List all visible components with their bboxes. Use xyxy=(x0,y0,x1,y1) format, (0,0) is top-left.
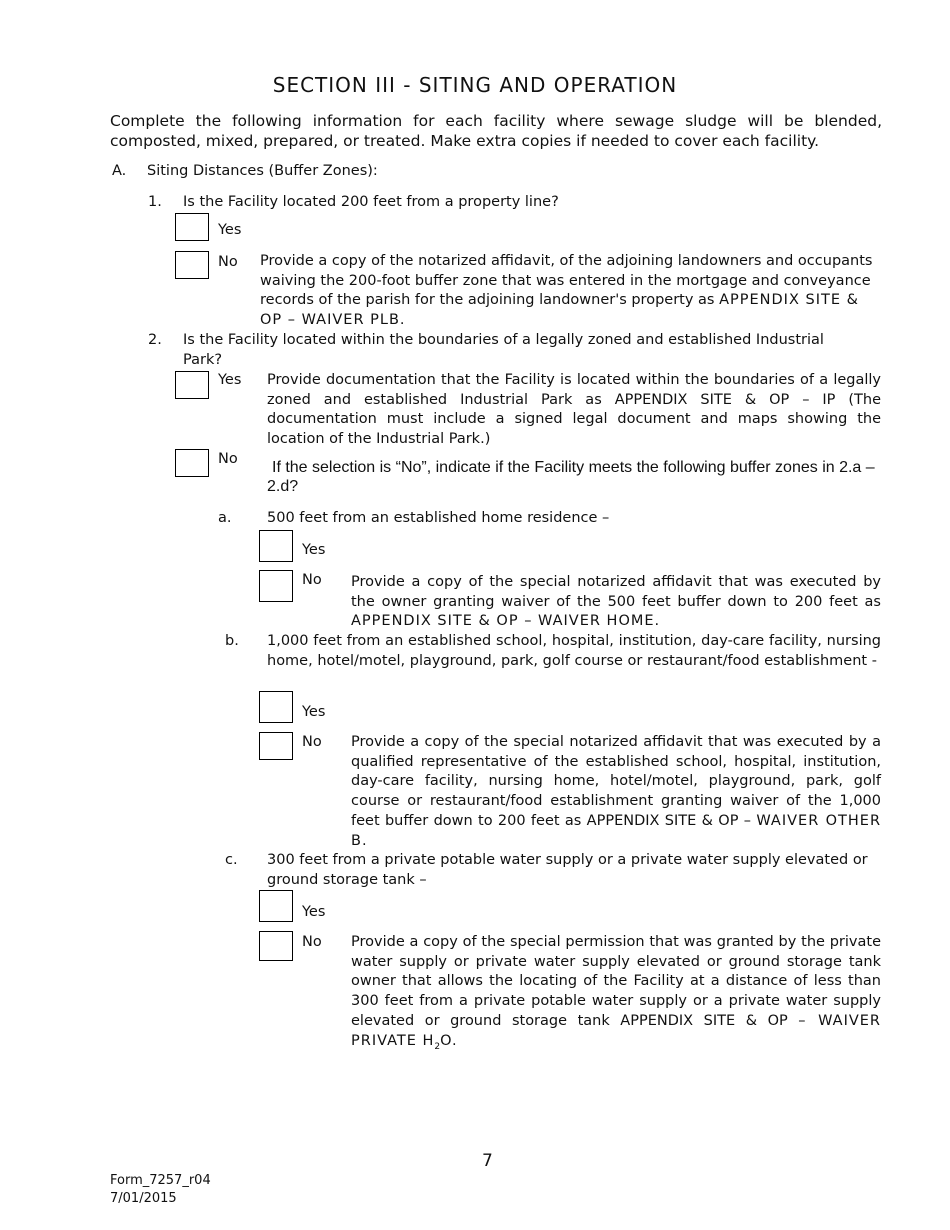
q1-number: 1. xyxy=(148,194,162,210)
sub-b-no-appendix: WAIVER OTHER B. xyxy=(351,812,882,849)
q2-yes-checkbox[interactable] xyxy=(175,371,209,399)
form-date: 7/01/2015 xyxy=(110,1191,177,1206)
part-a-label: A. xyxy=(112,163,127,179)
sub-c-no-checkbox[interactable] xyxy=(259,931,293,961)
page-number: 7 xyxy=(482,1151,493,1171)
sub-c-no-text: Provide a copy of the special permission that was granted by the private water supply or private water supply elevated or ground storage tank owner that allows the locating of the Facility at a distance of less than 300 feet from a private potable water supply or a private water supply elevated or ground storage tank APPENDIX SITE & OP xyxy=(351,934,881,1029)
q2-yes-instructions: Provide documentation that the Facility is located within the boundaries of a legally zoned and established Industrial Park as APPENDIX SITE & OP – IP (The documentation must include a signed legal document and maps showing the location of the Industrial Park.) xyxy=(267,372,881,448)
sub-c-yes-checkbox[interactable] xyxy=(259,890,293,922)
intro-text: Complete the following information for each facility where sewage sludge will be blended, composted, mixed, prepared, or treated. Make extra copies if needed to cover each facility. xyxy=(110,112,882,150)
sub-c-no-label: No xyxy=(302,934,322,950)
sub-b-no-text: Provide a copy of the special notarized affidavit that was executed by a qualified representative of the established school, hospital, institution, day-care facility, nursing home, hotel/motel, playground, park, golf course or restaurant/food establishment granting waiver of the 1,000 feet buffer down to 200 feet as APPENDIX SITE & OP – xyxy=(351,734,881,829)
section-title: SECTION III - SITING AND OPERATION xyxy=(272,73,678,97)
sub-a-no-appendix: APPENDIX SITE & OP – WAIVER HOME. xyxy=(351,613,661,630)
q1-yes-checkbox[interactable] xyxy=(175,213,209,241)
sub-a-label: a. xyxy=(218,510,232,526)
q2-no-instructions: If the selection is “No”, indicate if the Facility meets the following buffer zones in 2.a – 2.d? xyxy=(267,459,875,495)
q1-no-appendix: APPENDIX SITE & OP – WAIVER PLB. xyxy=(260,292,859,329)
sub-b-no-label: No xyxy=(302,734,322,750)
q2-no-label: No xyxy=(218,451,238,467)
q2-yes-label: Yes xyxy=(218,372,242,388)
q2-text: Is the Facility located within the boundaries of a legally zoned and established Industrial Park? xyxy=(183,332,824,368)
part-a-text: Siting Distances (Buffer Zones): xyxy=(147,163,378,179)
sub-b-yes-label: Yes xyxy=(302,704,326,720)
sub-a-yes-checkbox[interactable] xyxy=(259,530,293,562)
sub-a-no-label: No xyxy=(302,572,322,588)
sub-b-label: b. xyxy=(225,633,239,649)
sub-b-no-instructions xyxy=(351,733,881,851)
sub-a-no-instructions xyxy=(351,573,881,632)
q1-yes-label: Yes xyxy=(218,222,242,238)
q1-no-checkbox[interactable] xyxy=(175,251,209,279)
q2-no-checkbox[interactable] xyxy=(175,449,209,477)
form-number: Form_7257_r04 xyxy=(110,1173,211,1188)
sub-b-yes-checkbox[interactable] xyxy=(259,691,293,723)
sub-a-text: 500 feet from an established home residence – xyxy=(267,510,610,526)
sub-c-text: 300 feet from a private potable water supply or a private water supply elevated or ground storage tank – xyxy=(267,852,868,888)
sub-a-no-text: Provide a copy of the special notarized affidavit that was executed by the owner granting waiver of the 500 feet buffer down to 200 feet as xyxy=(351,574,881,610)
sub-a-no-checkbox[interactable] xyxy=(259,570,293,602)
sub-c-yes-label: Yes xyxy=(302,904,326,920)
q1-text: Is the Facility located 200 feet from a property line? xyxy=(183,194,559,210)
sub-b-no-checkbox[interactable] xyxy=(259,732,293,760)
q2-number: 2. xyxy=(148,332,162,348)
sub-c-no-appendix: – WAIVER PRIVATE $H_2O$. xyxy=(351,1012,881,1052)
sub-c-label: c. xyxy=(225,852,238,868)
sub-c-no-instructions xyxy=(351,933,881,1057)
q1-no-text: Provide a copy of the notarized affidavit, of the adjoining landowners and occupants waiving the 200-foot buffer zone that was entered in the mortgage and conveyance records of the parish for the adjoining landowner's property as xyxy=(260,253,873,309)
q1-no-instructions xyxy=(260,252,876,331)
sub-b-text: 1,000 feet from an established school, hospital, institution, day-care facility, nursing home, hotel/motel, playground, park, golf course or restaurant/food establishment - xyxy=(267,633,881,669)
q1-no-label: No xyxy=(218,254,238,270)
sub-a-yes-label: Yes xyxy=(302,542,326,558)
